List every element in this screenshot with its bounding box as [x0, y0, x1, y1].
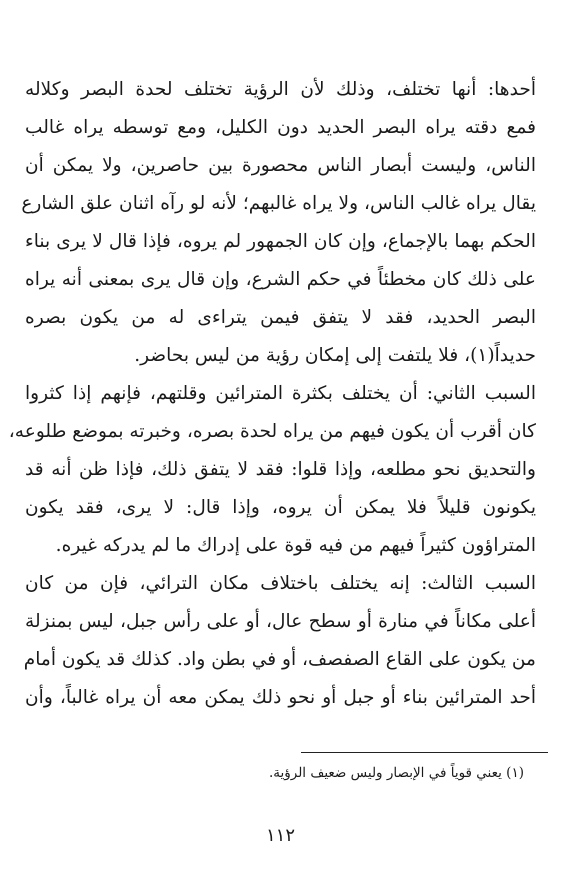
- text-line: الحكم بهما بالإجماع، وإن كان الجمهور لم يروه، فإذا قال لا يرى بناء: [25, 231, 536, 252]
- footnote-divider: [301, 752, 548, 753]
- text-line: فمع دقته يراه البصر الحديد دون الكليل، ومع توسطه يراه غالب: [25, 117, 536, 138]
- text-line: يقال يراه غالب الناس، ولا يراه غالبهم؛ لأنه لو رآه اثنان علق الشارع: [21, 193, 536, 214]
- page-number: ١١٢: [265, 825, 295, 846]
- text-line: البصر الحديد، فقد لا يتفق فيمن يتراءى له من يكون بصره: [25, 307, 536, 328]
- text-line: أحد المترائين بناء أو جبل أو نحو ذلك يمكن معه أن يراه غالباً، وأن: [25, 687, 536, 708]
- text-line: على ذلك كان مخطئاً في حكم الشرع، وإن قال يرى بمعنى أنه يراه: [25, 269, 536, 290]
- text-line: أحدها: أنها تختلف، وذلك لأن الرؤية تختلف لحدة البصر وكلاله: [25, 79, 536, 100]
- text-line: المتراؤون كثيراً فيهم من فيه قوة على إدراك ما لم يدركه غيره.: [55, 535, 536, 556]
- text-line: الناس، وليست أبصار الناس محصورة بين حاصرين، ولا يمكن أن: [25, 155, 536, 176]
- text-line: حديداً(١)، فلا يلتفت إلى إمكان رؤية من ليس بحاضر.: [134, 345, 536, 366]
- text-line: كان أقرب أن يكون فيهم من يراه لحدة بصره، وخبرته بموضع طلوعه،: [8, 421, 536, 442]
- footnote: (١) يعني قوياً في الإبصار وليس ضعيف الرؤية.: [268, 765, 524, 781]
- text-line: من يكون على القاع الصفصف، أو في بطن واد. كذلك قد يكون أمام: [23, 649, 536, 670]
- text-line: والتحديق نحو مطلعه، وإذا قلوا: فقد لا يتفق ذلك، فإذا ظن أنه قد: [25, 459, 536, 480]
- text-line: أعلى مكاناً في منارة أو سطح عال، أو على رأس جبل، ليس بمنزلة: [25, 611, 536, 632]
- text-line: السبب الثالث: إنه يختلف باختلاف مكان الترائي، فإن من كان: [25, 573, 536, 594]
- text-line: يكونون قليلاً فلا يمكن أن يروه، وإذا قال: لا يرى، فقد يكون: [25, 497, 536, 518]
- text-line: السبب الثاني: أن يختلف بكثرة المترائين وقلتهم، فإنهم إذا كثروا: [25, 383, 536, 404]
